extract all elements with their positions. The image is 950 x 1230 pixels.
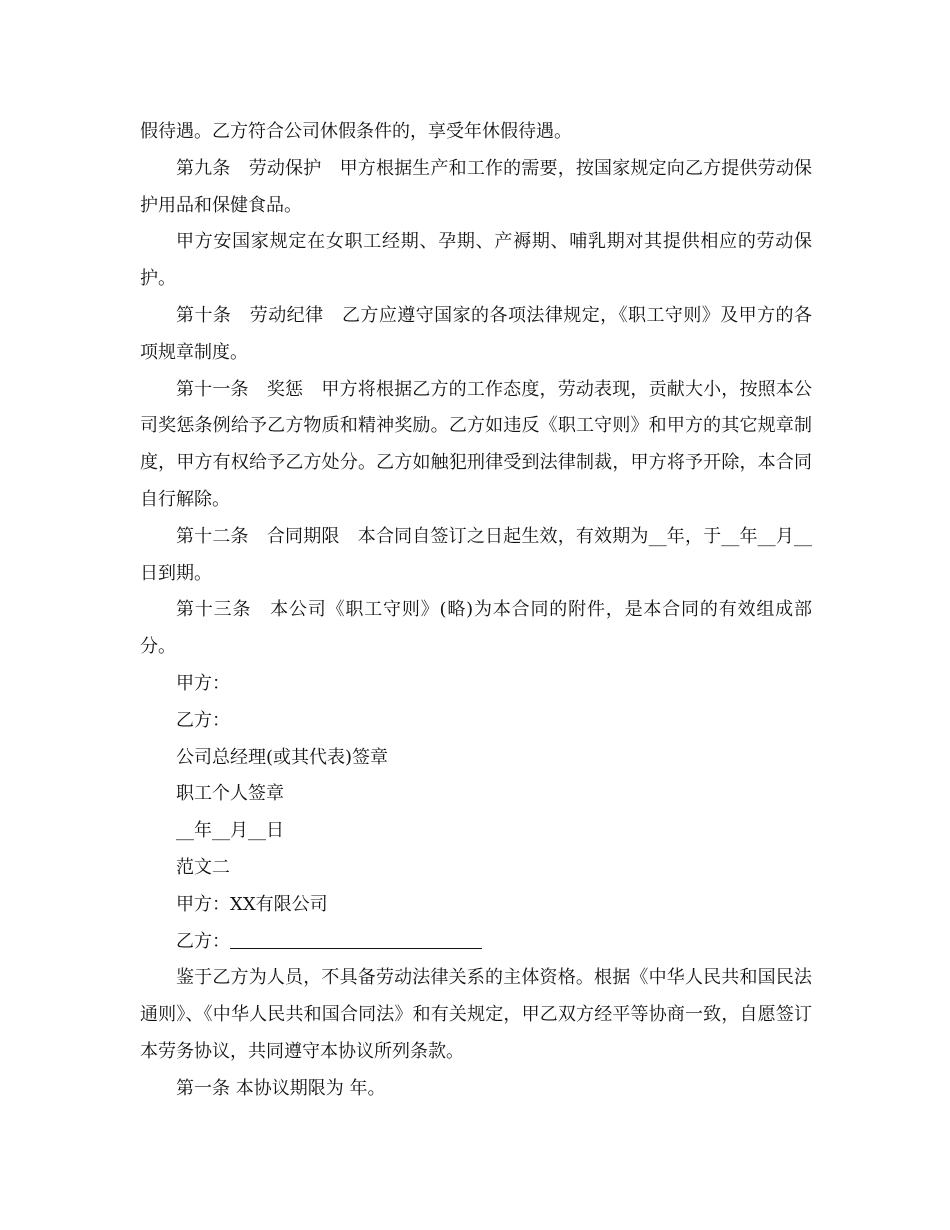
sample-2-party-a: 甲方：XX有限公司 [176, 893, 328, 915]
sample-2-party-b [140, 924, 812, 961]
sample-2-party-b-label: 乙方： [176, 930, 230, 952]
signature-party-b: 乙方： [176, 709, 230, 731]
sample-2-intro: 鉴于乙方为人员，不具备劳动法律关系的主体资格。根据《中华人民共和国民法通则》、《中华人民共和国合同法》和有关规定，甲乙双方经平等协商一致，自愿签订本劳务协议，共同遵守本协议所列条款。 [140, 967, 812, 1062]
signature-date: __年__月__日 [176, 820, 284, 842]
paragraph-female-worker-protection: 甲方安国家规定在女职工经期、孕期、产褥期、哺乳期对其提供相应的劳动保护。 [140, 231, 812, 290]
document-page [140, 114, 812, 1108]
sample-2-title: 范文二 [176, 856, 230, 878]
signature-employee: 职工个人签章 [176, 783, 284, 805]
party-b-blank-line [230, 930, 482, 949]
article-12-contract-term: 第十二条 合同期限 本合同自签订之日起生效，有效期为__年，于__年__月__日到期。 [140, 525, 812, 584]
article-11-rewards-penalties: 第十一条 奖惩 甲方将根据乙方的工作态度，劳动表现，贡献大小，按照本公司奖惩条例给予乙方物质和精神奖励。乙方如违反《职工守则》和甲方的其它规章制度，甲方有权给予乙方处分。乙方如触犯刑律受到法律制裁，甲方将予开除，本合同自行解除。 [140, 378, 812, 510]
sample-2-article-1: 第一条 本协议期限为 年。 [176, 1077, 386, 1099]
paragraph-continuation: 假待遇。乙方符合公司休假条件的，享受年休假待遇。 [140, 121, 572, 142]
signature-party-a: 甲方： [176, 672, 230, 694]
article-9-labor-protection: 第九条 劳动保护 甲方根据生产和工作的需要，按国家规定向乙方提供劳动保护用品和保健食品。 [140, 157, 812, 216]
article-10-labor-discipline: 第十条 劳动纪律 乙方应遵守国家的各项法律规定，《职工守则》及甲方的各项规章制度。 [140, 304, 812, 363]
article-13-attachment: 第十三条 本公司《职工守则》(略)为本合同的附件，是本合同的有效组成部分。 [140, 599, 812, 658]
signature-manager: 公司总经理(或其代表)签章 [176, 746, 389, 768]
